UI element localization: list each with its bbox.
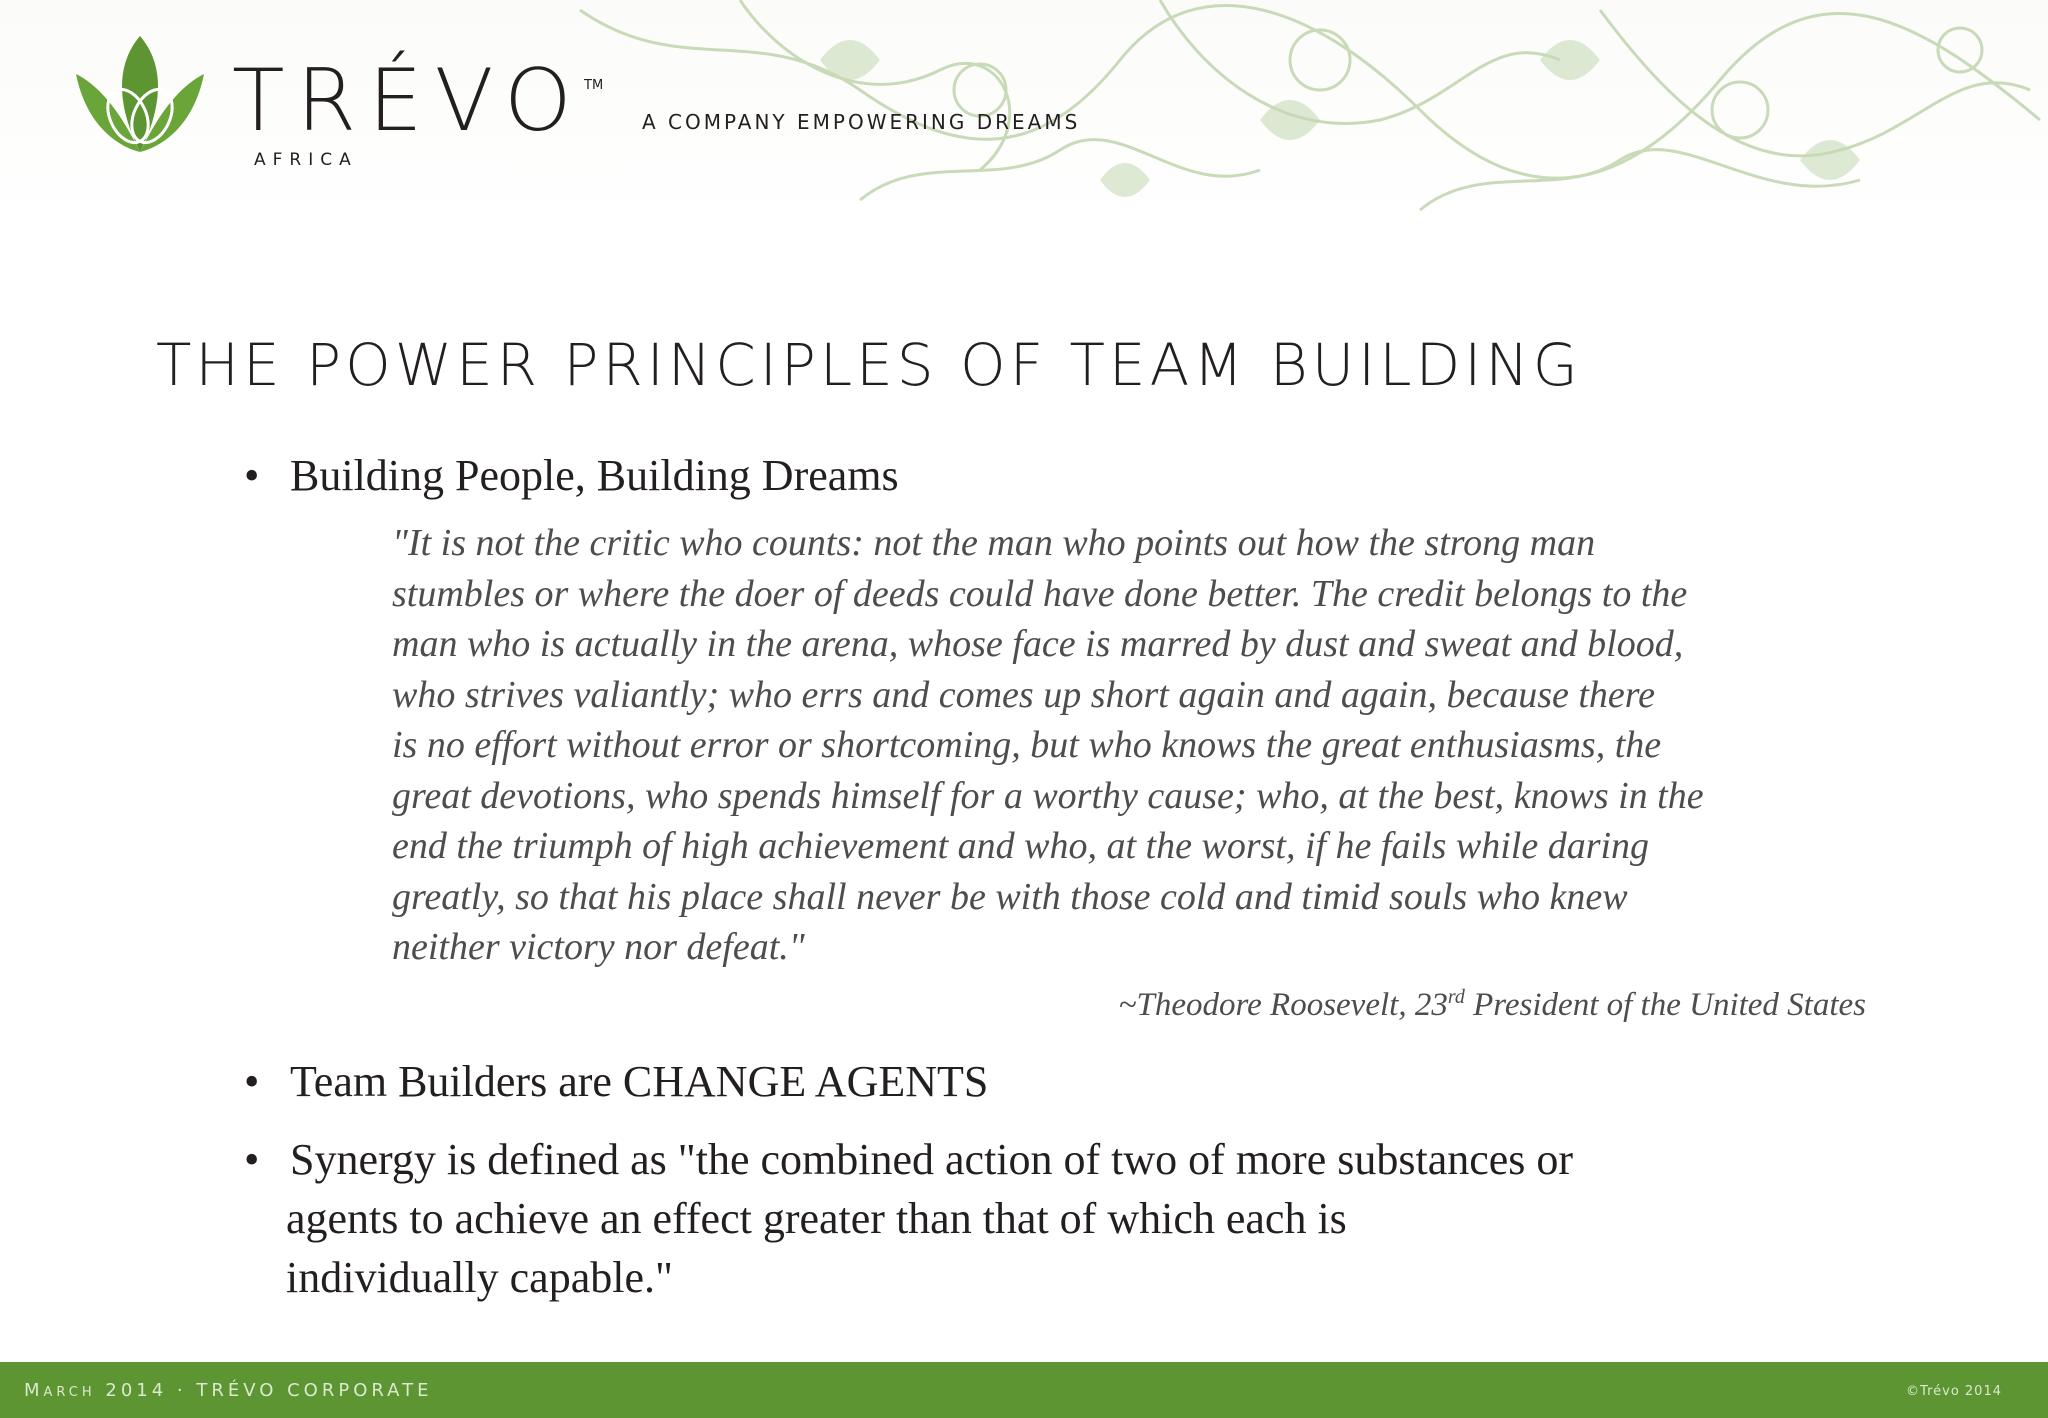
quote-line: man who is actually in the arena, whose face is marred by dust and sweat and blood, — [392, 623, 1684, 665]
slide-header — [0, 0, 2048, 230]
footer-date-label: March 2014 · TRÉVO CORPORATE — [24, 1380, 433, 1401]
synergy-line: individually capable." — [286, 1253, 673, 1302]
bullet-dot: • — [244, 1057, 260, 1106]
quote-line: stumbles or where the doer of deeds could have done better. The credit belongs to the — [392, 572, 1688, 615]
attribution-title: President of the United States — [1464, 987, 1866, 1023]
quote-line: end the triumph of high achievement and who, at the worst, if he fails while daring — [392, 825, 1650, 867]
brand-name: TRÉVO — [232, 51, 584, 151]
slide-title: THE POWER PRINCIPLES OF TEAM BUILDING — [156, 331, 1582, 399]
bullet-item-building-people — [244, 448, 899, 504]
bullet-text: Building People, Building Dreams — [290, 451, 899, 500]
quote-line: neither victory nor defeat." — [392, 926, 805, 968]
quote-line: "It is not the critic who counts: not the man who points out how the strong man — [392, 522, 1596, 564]
bullet-text: Team Builders are CHANGE AGENTS — [290, 1057, 989, 1106]
attribution-name: ~Theodore Roosevelt, 23 — [1118, 987, 1448, 1023]
quote-line: is no effort without error or shortcoming, but who knows the great enthusiasms, the — [392, 724, 1662, 766]
bullet-item-synergy — [244, 1130, 1574, 1307]
synergy-line: Synergy is defined as "the combined action of two of more substances or — [290, 1135, 1574, 1184]
bullet-dot: • — [244, 1135, 260, 1184]
bullet-item-change-agents — [244, 1054, 989, 1110]
quote-attribution — [1119, 986, 1866, 1024]
brand-region: AFRICA — [254, 150, 358, 170]
bullet-dot: • — [244, 451, 260, 500]
synergy-line: agents to achieve an effect greater than that of which each is — [286, 1194, 1347, 1243]
quote-line: greatly, so that his place shall never be with those cold and timid souls who knew — [392, 875, 1628, 918]
footer-copyright: ©Trévo 2014 — [1906, 1384, 2002, 1399]
slide-footer — [0, 1362, 2048, 1418]
quote-line: great devotions, who spends himself for a worthy cause; who, at the best, knows in the — [392, 774, 1704, 817]
trevo-leaf-logo-icon — [76, 34, 204, 154]
trademark-symbol: TM — [584, 78, 604, 93]
company-tagline: A COMPANY EMPOWERING DREAMS — [642, 110, 1081, 134]
roosevelt-quote — [392, 518, 1872, 973]
quote-line: who strives valiantly; who errs and comes up short again and again, because there — [392, 673, 1656, 716]
attribution-ordinal-suffix: rd — [1447, 986, 1465, 1008]
